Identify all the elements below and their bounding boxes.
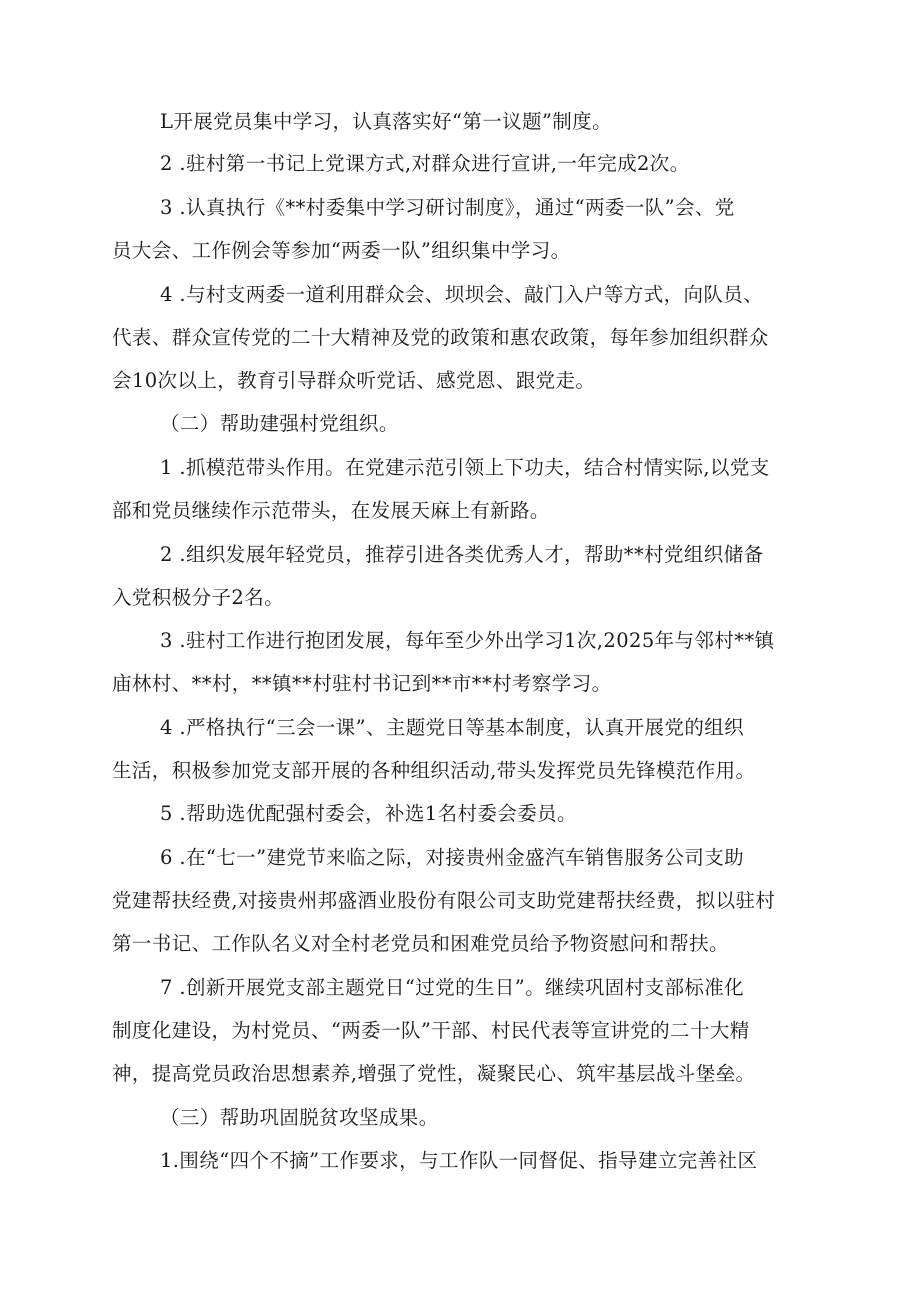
paragraph-line: 会10次以上，教育引导群众听党话、感党恩、跟党走。 [112, 369, 596, 392]
paragraph-line: 代表、群众宣传党的二十大精神及党的政策和惠农政策，每年参加组织群众 [112, 326, 769, 349]
paragraph-line: 2 .组织发展年轻党员，推荐引进各类优秀人才，帮助**村党组织储备 [160, 543, 764, 566]
paragraph-line: 庙林村、**村，**镇**村驻村书记到**市**村考察学习。 [112, 672, 612, 695]
paragraph-line: 1 .抓模范带头作用。在党建示范引领上下功夫，结合村情实际,以党支 [160, 456, 770, 479]
paragraph-line: 5 .帮助选优配强村委会，补选1名村委会委员。 [160, 802, 577, 825]
paragraph-line: 4 .与村支两委一道利用群众会、坝坝会、敲门入户等方式，向队员、 [160, 283, 764, 306]
paragraph-line: 生活，积极参加党支部开展的各种组织活动,带头发挥党员先锋模范作用。 [112, 759, 756, 782]
paragraph-line: 2 .驻村第一书记上党课方式,对群众进行宣讲,一年完成2次。 [160, 152, 690, 175]
paragraph-line: 部和党员继续作示范带头，在发展天麻上有新路。 [112, 499, 550, 522]
paragraph-line: 3 .认真执行《**村委集中学习研讨制度》，通过“两委一队”会、党 [160, 196, 735, 219]
paragraph-line: 神，提高党员政治思想素养,增强了党性，凝聚民心、筑牢基层战斗堡垒。 [112, 1062, 756, 1085]
paragraph-line: 党建帮扶经费,对接贵州邦盛酒业股份有限公司支助党建帮扶经费，拟以驻村 [112, 889, 776, 912]
paragraph-line: 3 .驻村工作进行抱团发展，每年至少外出学习1次,2025年与邻村**镇 [160, 629, 775, 652]
paragraph-line: 员大会、工作例会等参加“两委一队”组织集中学习。 [112, 239, 571, 262]
paragraph-line: 1.围绕“四个不摘”工作要求，与工作队一同督促、指导建立完善社区 [160, 1149, 758, 1172]
paragraph-line: L开展党员集中学习，认真落实好“第一议题”制度。 [160, 110, 612, 133]
section-heading: （三）帮助巩固脱贫攻坚成果。 [160, 1106, 439, 1129]
paragraph-line: 入党积极分子2名。 [112, 586, 285, 609]
paragraph-line: 6 .在“七一”建党节来临之际，对接贵州金盛汽车销售服务公司支助 [160, 846, 745, 869]
paragraph-line: 第一书记、工作队名义对全村老党员和困难党员给予物资慰问和帮扶。 [112, 932, 729, 955]
section-heading: （二）帮助建强村党组织。 [160, 412, 399, 435]
paragraph-line: 制度化建设，为村党员、“两委一队”干部、村民代表等宣讲党的二十大精 [112, 1019, 750, 1042]
paragraph-line: 7 .创新开展党支部主题党日“过党的生日”。继续巩固村支部标准化 [160, 976, 745, 999]
paragraph-line: 4 .严格执行“三会一课”、主题党日等基本制度，认真开展党的组织 [160, 716, 745, 739]
